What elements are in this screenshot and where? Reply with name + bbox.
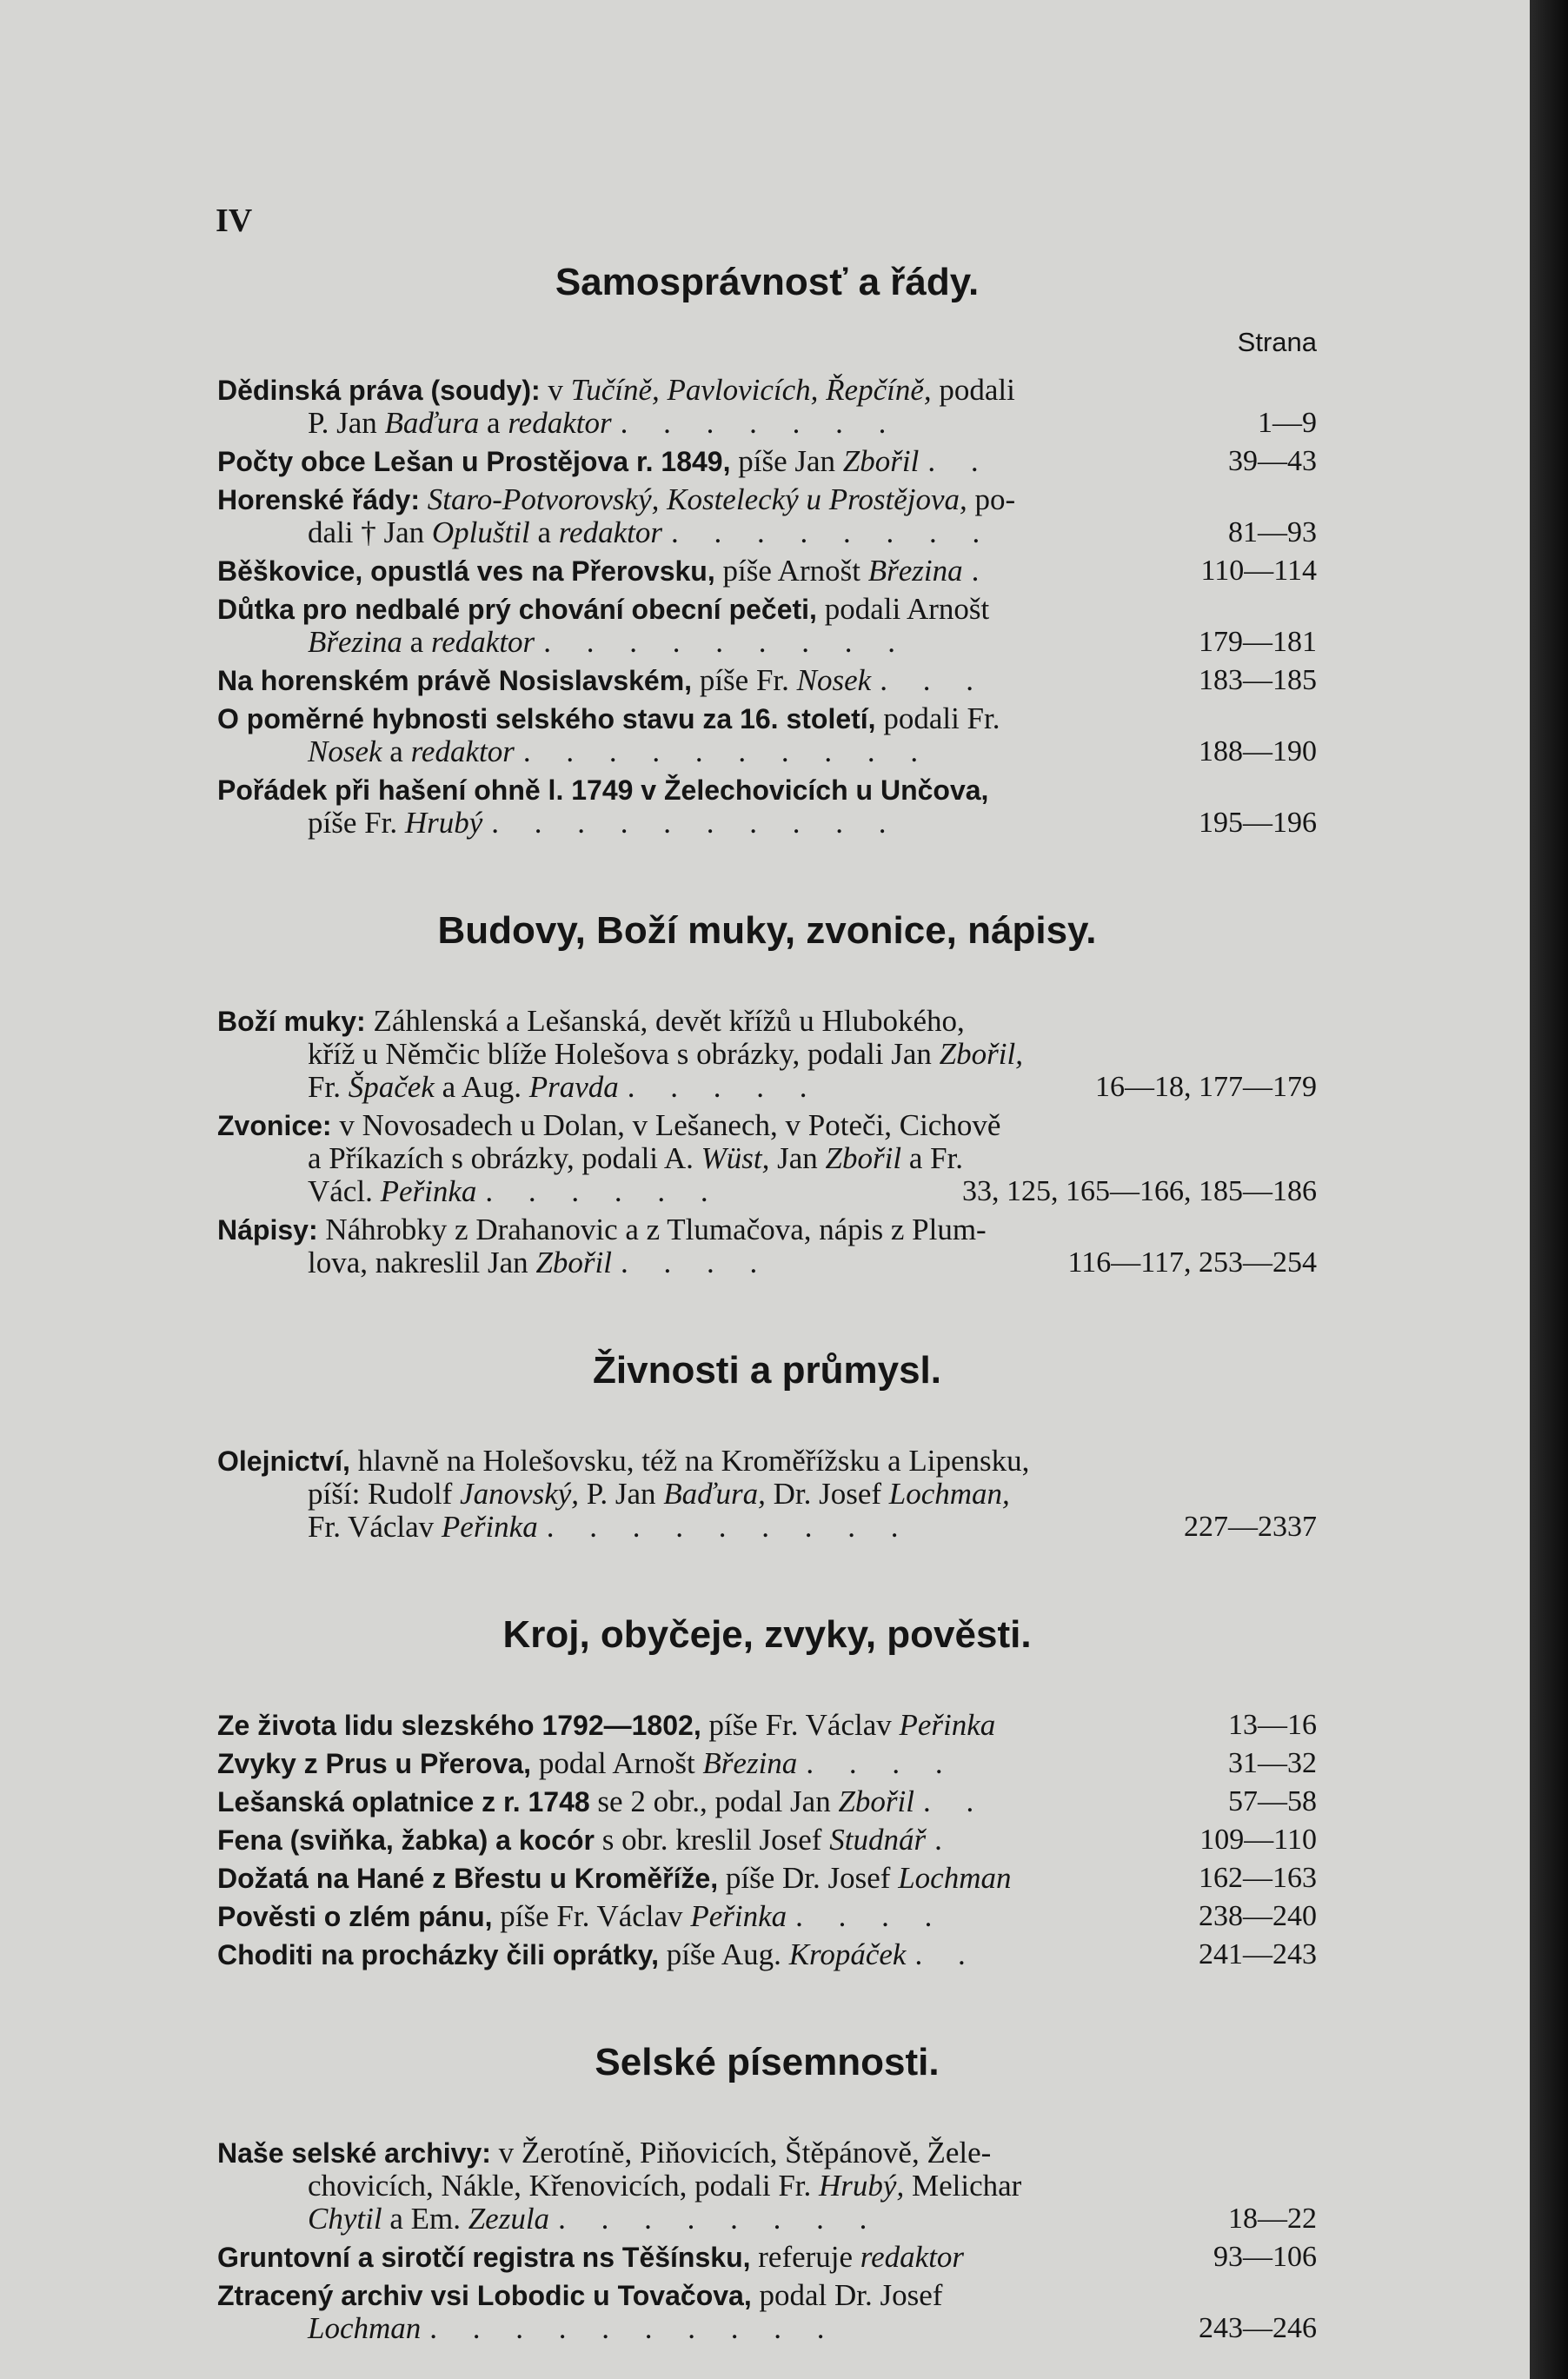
toc-entry: Olejnictví, hlavně na Holešovsku, též na Kroměřížsku a Lipensku, píší: Rudolf Janovský, P. Jan Baďura, Dr. Josef Lochman, Fr. Václav Peřinka . . . . . . . . . 227—2337 (217, 1445, 1317, 1544)
toc-entry: Dožatá na Hané z Břestu u Kroměříže, píše Dr. Josef Lochman 162—163 (217, 1862, 1317, 1895)
toc-entry: Horenské řády: Staro-Potvorovský, Kostelecký u Prostějova, po- dali † Jan Opluštil a redaktor . . . . . . . . 81—93 (217, 483, 1317, 549)
page-range: 31—32 (1228, 1747, 1317, 1779)
toc-entry: Zvyky z Prus u Přerova, podal Arnošt Březina . . . . 31—32 (217, 1747, 1317, 1780)
toc-entry: Běškovice, opustlá ves na Přerovsku, píše Arnošt Březina . 110—114 (217, 555, 1317, 588)
section-entries (217, 374, 1317, 840)
section-entries (217, 1445, 1317, 1544)
page-range: 238—240 (1199, 1900, 1317, 1932)
page-range: 109—110 (1199, 1824, 1317, 1856)
toc-entry: Lešanská oplatnice z r. 1748 se 2 obr., podal Jan Zbořil . . 57—58 (217, 1785, 1317, 1818)
section-title: Živnosti a průmysl. (593, 1349, 941, 1392)
section-title: Samosprávnosť a řády. (555, 261, 980, 303)
section-entries (217, 1005, 1317, 1279)
section-title: Budovy, Boží muky, zvonice, nápisy. (437, 909, 1097, 952)
page-range: 116—117, 253—254 (1067, 1246, 1317, 1279)
toc-entry: Gruntovní a sirotčí registra ns Těšínsku, referuje redaktor 93—106 (217, 2241, 1317, 2274)
page-range: 16—18, 177—179 (1095, 1071, 1317, 1103)
toc-entry: Ztracený archiv vsi Lobodic u Tovačova, podal Dr. Josef Lochman . . . . . . . . . . 243—246 (217, 2279, 1317, 2345)
toc-entry: Na horenském právě Nosislavském, píše Fr. Nosek . . . 183—185 (217, 664, 1317, 697)
page-range: 39—43 (1228, 445, 1317, 477)
table-of-contents (217, 261, 1317, 2350)
page-range: 13—16 (1228, 1709, 1317, 1741)
page-range: 1—9 (1258, 407, 1317, 439)
page-range: 57—58 (1228, 1785, 1317, 1817)
toc-entry: Boží muky: Záhlenská a Lešanská, devět křížů u Hlubokého, kříž u Němčic blíže Holešova s obrázky, podali Jan Zbořil, Fr. Špaček a Aug. Pravda . . . . . 16—18, 177—179 (217, 1005, 1317, 1104)
page-range: 227—2337 (1184, 1511, 1317, 1543)
page-range: 110—114 (1200, 555, 1317, 587)
toc-entry: Choditi na procházky čili oprátky, píše Aug. Kropáček . . 241—243 (217, 1938, 1317, 1971)
page-range: 18—22 (1228, 2203, 1317, 2235)
section-entries (217, 1709, 1317, 1971)
page-range: 243—246 (1199, 2312, 1317, 2344)
toc-entry: Fena (sviňka, žabka) a kocór s obr. kreslil Josef Studnář . 109—110 (217, 1824, 1317, 1857)
toc-entry: Naše selské archivy: v Žerotíně, Piňovicích, Štěpánově, Žele- chovicích, Nákle, Křenovicích, podali Fr. Hrubý, Melichar Chytil a Em. Zezula . . . . . . . . 18—22 (217, 2136, 1317, 2236)
page-range: 93—106 (1213, 2241, 1317, 2273)
page-range: 183—185 (1199, 664, 1317, 696)
page-range: 162—163 (1199, 1862, 1317, 1894)
page-edge-shadow (1530, 0, 1568, 2379)
toc-entry: Nápisy: Náhrobky z Drahanovic a z Tlumačova, nápis z Plum- lova, nakreslil Jan Zbořil . . . . 116—117, 253—254 (217, 1213, 1317, 1279)
toc-entry: O poměrné hybnosti selského stavu za 16. století, podali Fr. Nosek a redaktor . . . . . . . . . . 188—190 (217, 702, 1317, 768)
page-range: 33, 125, 165—166, 185—186 (962, 1175, 1317, 1207)
section-title: Selské písemnosti. (595, 2041, 940, 2083)
page-range: 188—190 (1199, 735, 1317, 768)
strana-label: Strana (1237, 327, 1317, 357)
toc-entry: Ze života lidu slezského 1792—1802, píše Fr. Václav Peřinka 13—16 (217, 1709, 1317, 1742)
section-entries (217, 2136, 1317, 2345)
page-range: 179—181 (1199, 626, 1317, 658)
toc-entry: Pověsti o zlém pánu, píše Fr. Václav Peřinka . . . . 238—240 (217, 1900, 1317, 1933)
page-range: 81—93 (1228, 516, 1317, 548)
toc-entry: Počty obce Lešan u Prostějova r. 1849, píše Jan Zbořil . . 39—43 (217, 445, 1317, 478)
toc-entry: Pořádek při hašení ohně l. 1749 v Želechovicích u Unčova, píše Fr. Hrubý . . . . . . . . . . 195—196 (217, 774, 1317, 840)
page-range: 241—243 (1199, 1938, 1317, 1970)
page-number: IV (216, 203, 253, 239)
toc-entry: Dědinská práva (soudy): v Tučíně, Pavlovicích, Řepčíně, podali P. Jan Baďura a redaktor . . . . . . . 1—9 (217, 374, 1317, 440)
toc-entry: Zvonice: v Novosadech u Dolan, v Lešanech, v Poteči, Cichově a Příkazích s obrázky, podali A. Wüst, Jan Zbořil a Fr. Václ. Peřinka . . . . . . 33, 125, 165—166, 185—186 (217, 1109, 1317, 1208)
toc-entry: Důtka pro nedbalé prý chování obecní pečeti, podali Arnošt Březina a redaktor . . . . . . . . . 179—181 (217, 593, 1317, 659)
page-range: 195—196 (1199, 807, 1317, 839)
section-title: Kroj, obyčeje, zvyky, pověsti. (502, 1613, 1032, 1656)
